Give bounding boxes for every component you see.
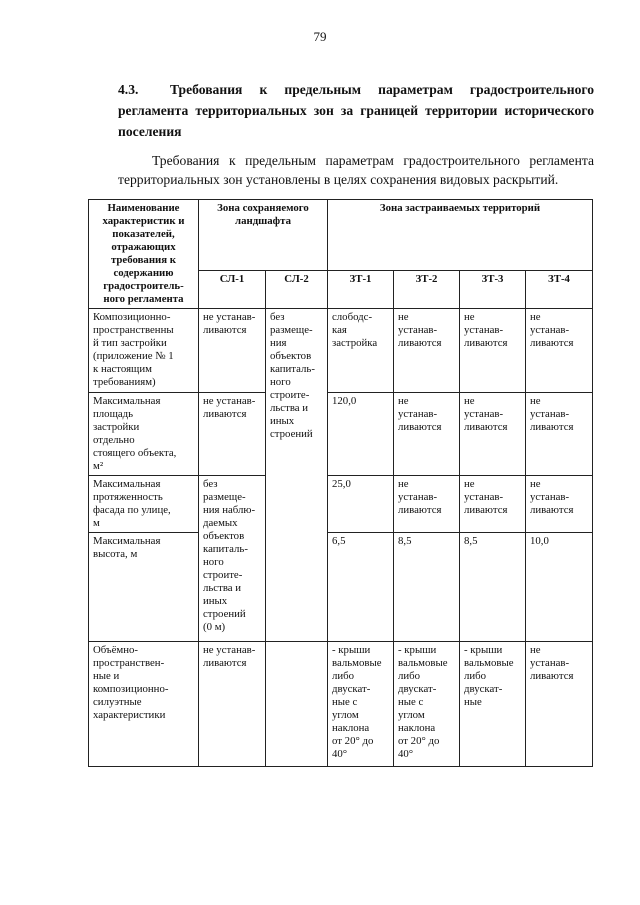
row-label: Объёмно- пространствен- ные и композиционно- силуэтные характеристики bbox=[89, 642, 199, 767]
cell-zt4: не устанав- ливаются bbox=[526, 393, 593, 476]
section-number: 4.3. bbox=[118, 82, 139, 97]
row-label: Композиционно- пространственны й тип застройки (приложение № 1 к настоящим требованиям) bbox=[89, 309, 199, 393]
table-row bbox=[89, 393, 593, 476]
header-zone-zt1: ЗТ-1 bbox=[328, 271, 394, 309]
header-landscape-zone: Зона сохраняемого ландшафта bbox=[199, 200, 328, 271]
cell-zt1: слободс- кая застройка bbox=[328, 309, 394, 393]
header-zone-sl2: СЛ-2 bbox=[266, 271, 328, 309]
cell-sl1: не устанав- ливаются bbox=[199, 309, 266, 393]
cell-zt1: 120,0 bbox=[328, 393, 394, 476]
row-label: Максимальная высота, м bbox=[89, 533, 199, 642]
header-characteristic: Наименование характеристик и показателей, отражающих требования к содержанию градостроитель- ного регламента bbox=[89, 200, 199, 309]
table-header-row bbox=[89, 200, 593, 271]
cell-zt4: не устанав- ливаются bbox=[526, 642, 593, 767]
header-zone-zt3: ЗТ-3 bbox=[460, 271, 526, 309]
cell-zt2: - крыши вальмовые либо двускат- ные с углом наклона от 20° до 40° bbox=[394, 642, 460, 767]
table-row bbox=[89, 476, 593, 533]
cell-sl1: не устанав- ливаются bbox=[199, 393, 266, 476]
section-title: Требования к предельным параметрам градостроительного регламента территориальных зон за границей территории исторического поселения bbox=[118, 82, 594, 139]
table-row bbox=[89, 309, 593, 393]
cell-zt2: не устанав- ливаются bbox=[394, 476, 460, 533]
cell-zt4: 10,0 bbox=[526, 533, 593, 642]
cell-zt3: не устанав- ливаются bbox=[460, 309, 526, 393]
cell-sl1: не устанав- ливаются bbox=[199, 642, 266, 767]
table-row bbox=[89, 642, 593, 767]
cell-sl1-merged: без размеще- ния наблю- даемых объектов капиталь- ного строите- льства и иных строений (0 м) bbox=[199, 476, 266, 642]
cell-zt4: не устанав- ливаются bbox=[526, 309, 593, 393]
cell-zt1: 25,0 bbox=[328, 476, 394, 533]
cell-sl2-merged: без размеще- ния объектов капиталь- ного строите- льства и иных строений bbox=[266, 309, 328, 642]
section-heading bbox=[118, 79, 594, 142]
page-number: 79 bbox=[313, 29, 327, 44]
header-zone-zt2: ЗТ-2 bbox=[394, 271, 460, 309]
cell-zt2: не устанав- ливаются bbox=[394, 393, 460, 476]
intro-paragraph: Требования к предельным параметрам градостроительного регламента территориальных зон установлены в целях сохранения видовых раскрытий. bbox=[118, 153, 594, 187]
cell-zt2: не устанав- ливаются bbox=[394, 309, 460, 393]
header-built-zone: Зона застраиваемых территорий bbox=[328, 200, 593, 271]
header-zone-zt4: ЗТ-4 bbox=[526, 271, 593, 309]
row-label: Максимальная протяженность фасада по улице, м bbox=[89, 476, 199, 533]
cell-zt3: не устанав- ливаются bbox=[460, 476, 526, 533]
cell-zt1: - крыши вальмовые либо двускат- ные с углом наклона от 20° до 40° bbox=[328, 642, 394, 767]
cell-zt1: 6,5 bbox=[328, 533, 394, 642]
cell-sl2-empty bbox=[266, 642, 328, 767]
cell-zt3: 8,5 bbox=[460, 533, 526, 642]
row-label: Максимальная площадь застройки отдельно стоящего объекта, м² bbox=[89, 393, 199, 476]
cell-zt2: 8,5 bbox=[394, 533, 460, 642]
header-zone-sl1: СЛ-1 bbox=[199, 271, 266, 309]
table-row bbox=[89, 533, 593, 642]
cell-zt3: - крыши вальмовые либо двускат- ные bbox=[460, 642, 526, 767]
cell-zt4: не устанав- ливаются bbox=[526, 476, 593, 533]
requirements-table bbox=[88, 199, 593, 767]
cell-zt3: не устанав- ливаются bbox=[460, 393, 526, 476]
